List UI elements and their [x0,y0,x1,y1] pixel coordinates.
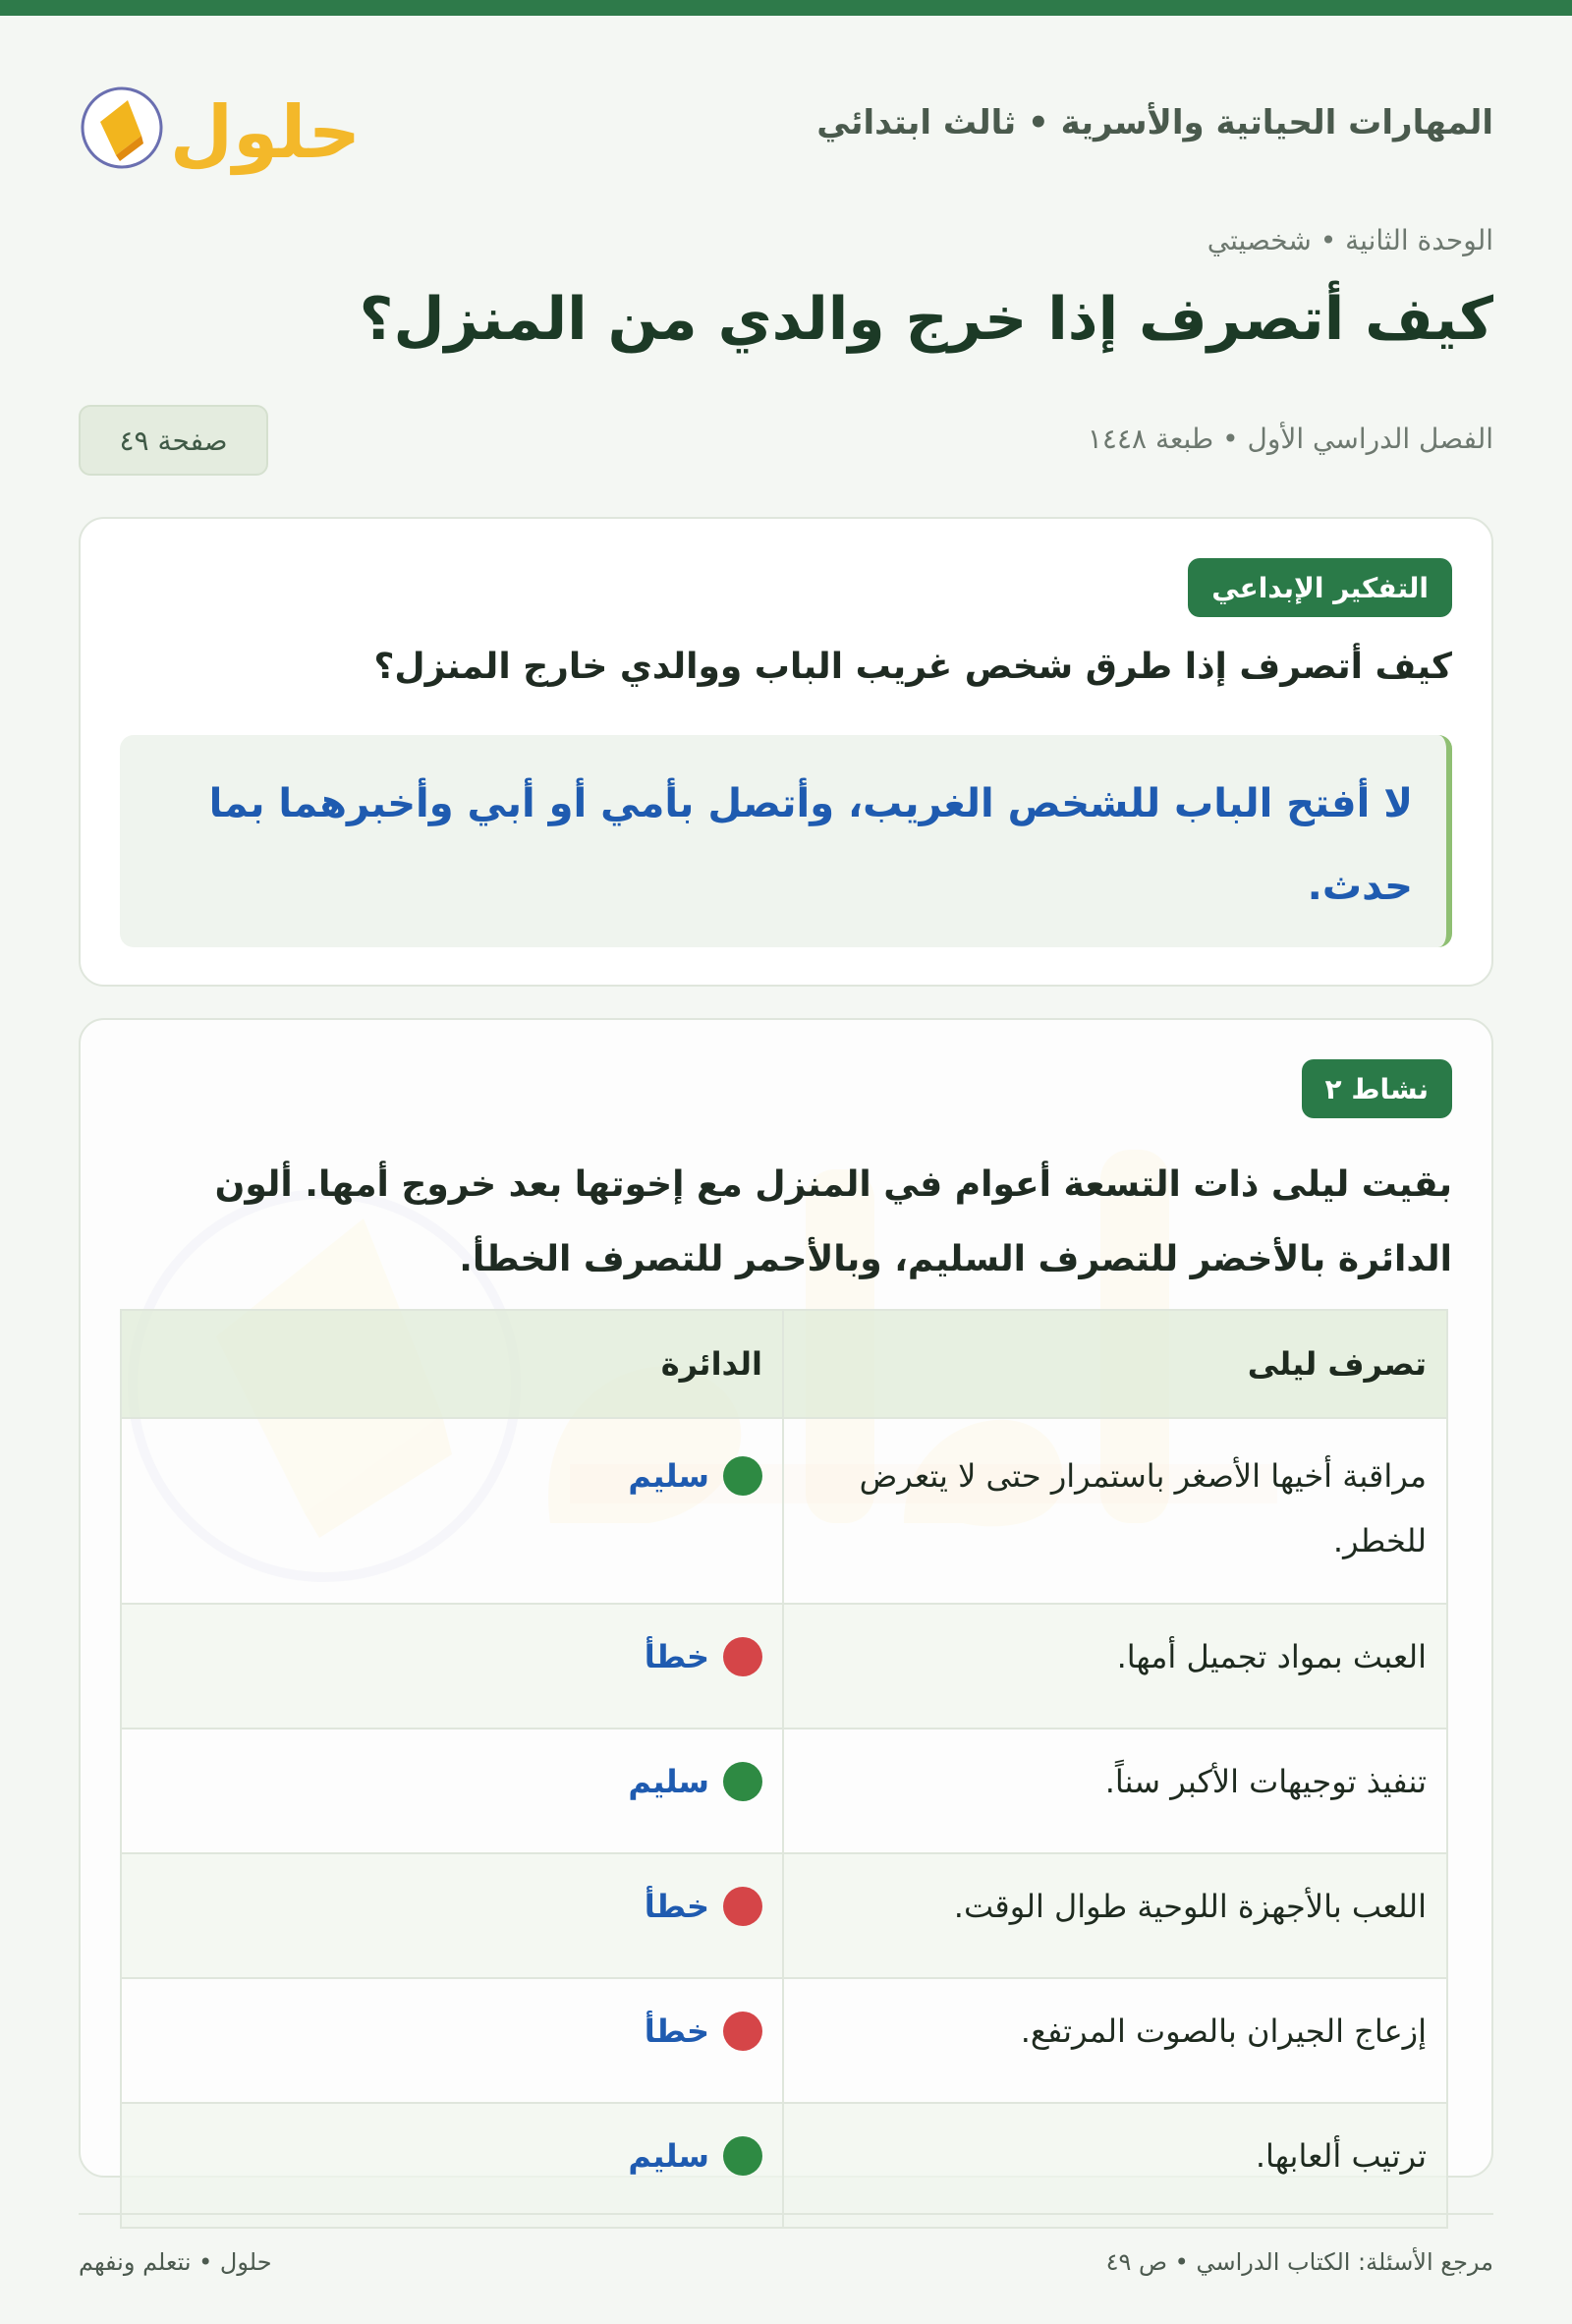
table-row [121,2103,1447,2228]
activity-card [79,1018,1493,2178]
hulul-logo[interactable] [79,59,364,187]
table-row [121,1978,1447,2103]
page-header [79,59,1493,187]
footer-brand: حلول • نتعلم ونفهم [79,2248,272,2276]
action-cell: العبث بمواد تجميل أمها. [783,1604,1447,1729]
verdict-text: سليم [628,2137,709,2175]
table-row [121,1853,1447,1978]
verdict-cell [121,2103,783,2228]
verdict-text: سليم [628,1763,709,1800]
verdict-label [628,2124,762,2188]
lesson-title: كيف أتصرف إذا خرج والدي من المنزل؟ [359,285,1493,354]
action-cell: مراقبة أخيها الأصغر باستمرار حتى لا يتعرض للخطر. [783,1418,1447,1604]
table-row [121,1604,1447,1729]
header-action: تصرف ليلى [783,1310,1447,1418]
verdict-label [628,1749,762,1814]
action-cell: تنفيذ توجيهات الأكبر سناً. [783,1729,1447,1853]
verdict-text: سليم [628,1457,709,1495]
svg-text:حلول: حلول [169,90,362,175]
verdict-label [628,1444,762,1508]
verdict-text: خطأ [644,2012,709,2050]
page-badge: صفحة ٤٩ [79,405,268,476]
footer-reference: مرجع الأسئلة: الكتاب الدراسي • ص ٤٩ [1105,2248,1493,2276]
action-cell: ترتيب ألعابها. [783,2103,1447,2228]
header-circle: الدائرة [121,1310,783,1418]
verdict-label [645,1999,762,2064]
green-circle-icon[interactable] [723,1762,762,1801]
green-circle-icon[interactable] [723,2136,762,2176]
red-circle-icon[interactable] [723,1887,762,1926]
activity-tag: نشاط ٢ [1302,1059,1452,1118]
creative-answer: لا أفتح الباب للشخص الغريب، وأتصل بأمي أو أبي وأخبرهما بما حدث. [208,781,1413,909]
verdict-label [645,1624,762,1689]
verdict-cell [121,1853,783,1978]
verdict-cell [121,1604,783,1729]
table-row [121,1418,1447,1604]
unit-label: الوحدة الثانية • شخصيتي [1207,224,1493,256]
top-accent-bar [0,0,1572,16]
verdict-text: خطأ [644,1638,709,1675]
action-cell: اللعب بالأجهزة اللوحية طوال الوقت. [783,1853,1447,1978]
table-row [121,1729,1447,1853]
verdict-label [645,1874,762,1939]
term-edition: الفصل الدراسي الأول • طبعة ١٤٤٨ [1087,423,1493,455]
activity-instruction: بقيت ليلى ذات التسعة أعوام في المنزل مع إخوتها بعد خروج أمها. ألون الدائرة بالأخضر للتصرف السليم، وبالأحمر للتصرف الخطأ. [214,1164,1452,1279]
creative-question: كيف أتصرف إذا طرق شخص غريب الباب ووالدي خارج المنزل؟ [373,647,1452,687]
creative-thinking-card [79,517,1493,987]
answer-box [120,735,1452,947]
green-circle-icon[interactable] [723,1456,762,1496]
table-header-row [121,1310,1447,1418]
activity-table [120,1309,1448,2229]
verdict-cell [121,1418,783,1604]
footer-divider [79,2213,1493,2215]
creative-thinking-tag: التفكير الإبداعي [1188,558,1452,617]
verdict-cell [121,1729,783,1853]
red-circle-icon[interactable] [723,2012,762,2051]
red-circle-icon[interactable] [723,1637,762,1676]
verdict-text: خطأ [644,1888,709,1925]
action-cell: إزعاج الجيران بالصوت المرتفع. [783,1978,1447,2103]
subject-title: المهارات الحياتية والأسرية • ثالث ابتدائي [816,103,1493,142]
verdict-cell [121,1978,783,2103]
